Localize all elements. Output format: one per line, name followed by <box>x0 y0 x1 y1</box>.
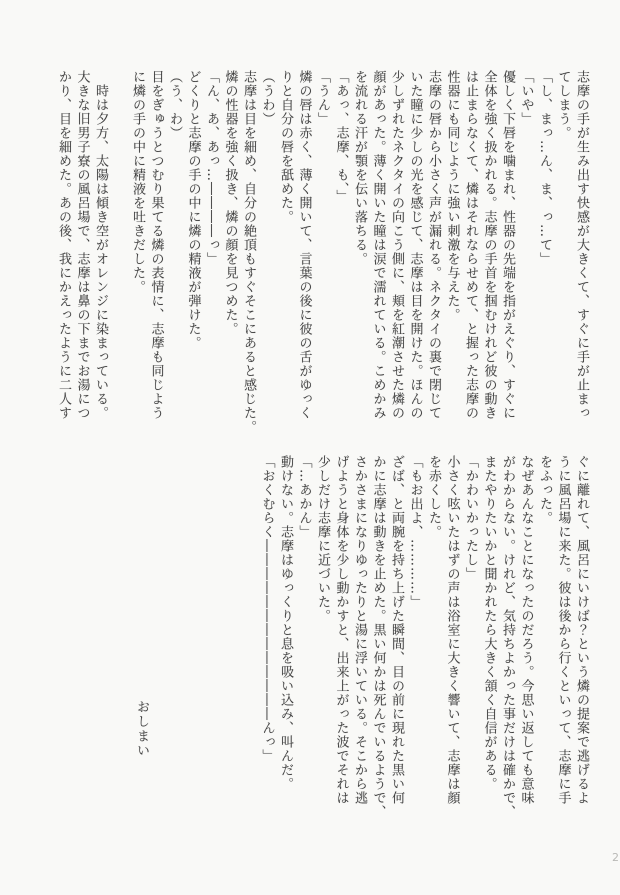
text-line: 「し、まっ…ん、ま、っ…て」 <box>537 70 552 266</box>
text-line: 「いや」 <box>518 70 534 126</box>
text-line: 燐の性器を強く扱き、燐の顔を見つめた。 <box>222 70 238 336</box>
story-end-mark: おしまい <box>134 700 149 758</box>
text-line: なぜあんなことになったのだろう。今思い返しても意味 <box>518 455 534 805</box>
text-line: 全体を強く扱かれる。志摩の手首を掴むけれど彼の動き <box>481 70 497 420</box>
text-line: を流れる汗が顎を伝い落ちる。 <box>352 70 367 266</box>
text-line: 燐の唇は赤く、薄く開いて、言葉の後に彼の舌がゆっく <box>296 70 312 420</box>
text-line: 小さく呟いたはずの声は浴室に大きく響いて、志摩は顔 <box>444 455 460 805</box>
text-line: ぐに離れて、風呂にいけば？という燐の提案で逃げるよ <box>574 455 589 805</box>
text-line: 志摩の手が生み出す快感が大きくて、すぐに手が止まっ <box>574 70 589 420</box>
text-line: またやりたいかと聞かれたら大きく頷く自信がある。 <box>481 455 497 791</box>
upper-text-block <box>54 70 591 434</box>
text-line <box>109 70 128 422</box>
text-line: 「おくむらく―――――――――――――んっ」 <box>259 455 275 763</box>
text-line: 「もお出よ、…………」 <box>407 455 423 609</box>
text-line: 「うん」 <box>315 70 330 126</box>
text-line: 少しだけ志摩に近づいた。 <box>315 455 330 623</box>
text-line: 性器にも同じように強い刺激を与えた。 <box>444 70 460 322</box>
text-line: （うわ） <box>259 70 275 126</box>
text-line: ざば、と両腕を持ち上げた瞬間、目の前に現れた黒い何 <box>389 455 404 805</box>
text-line: 目をぎゅうとつむり果てる燐の表情に、志摩も同じよう <box>148 70 164 420</box>
text-line: 顔があった。薄く開いた瞳は涙で濡れている。こめかみ <box>370 70 386 420</box>
text-line: を赤くした。 <box>426 455 441 539</box>
text-line: 大きな旧男子寮の風呂場で、志摩は鼻の下までお湯につ <box>74 70 90 420</box>
text-line: かに志摩は動きを止めた。黒い何かは死んでいるようで、 <box>370 455 386 819</box>
text-line: に燐の手の中に精液を吐きだした。 <box>130 70 145 294</box>
text-line: 「かわいかったし」 <box>463 455 478 581</box>
text-line: 少しずれたネクタイの向こう側に、頬を紅潮させた燐の <box>389 70 404 420</box>
text-line: どくりと志摩の手の中に燐の精液が弾けた。 <box>185 70 201 350</box>
text-line: いた瞳に少しの光を感じて、志摩は目を開けた。ほんの <box>407 70 423 420</box>
text-line: 「ん、あ、あっ…――――っ」 <box>204 70 219 266</box>
text-line: 「…あかん」 <box>296 455 312 539</box>
text-line: かり、目を細めた。あの後、我にかえったように二人す <box>56 70 71 420</box>
text-line: をふった。 <box>537 455 552 525</box>
text-line: うに風呂場に来た。彼は後から行くといって、志摩に手 <box>555 455 571 805</box>
text-line: がわからない。けれど、気持ちよかった事だけは確かで、 <box>500 455 515 819</box>
text-line: は止まらなくて、燐はそれならせめて、と握った志摩の <box>463 70 478 420</box>
text-line: 優しく下唇を噛まれ、性器の先端を指がえぐり、すぐに <box>500 70 515 420</box>
text-line: 動けない。志摩はゆっくりと息を吸い込み、叫んだ。 <box>278 455 293 791</box>
text-line: さかさまになりゆったりと湯に浮いている。そこから逃 <box>352 455 367 805</box>
text-line: てしまう。 <box>555 70 571 140</box>
lower-text-block <box>257 455 590 819</box>
text-line: （う、わ） <box>167 70 182 140</box>
page-number: 2 <box>612 851 619 864</box>
text-line: りと自分の唇を舐めた。 <box>278 70 293 224</box>
text-line: げようと身体を少し動かすと、出来上がった波でそれは <box>333 455 349 805</box>
text-line: 志摩の唇から小さく声が漏れる。ネクタイの裏で閉じて <box>426 70 441 420</box>
text-line: 志摩は目を細め、自分の絶頂もすぐそこにあると感じた。 <box>241 70 256 434</box>
text-line: 「あっ、志摩、も、」 <box>333 70 349 204</box>
text-line: 時は夕方、太陽は傾き空がオレンジに染まっている。 <box>93 70 108 420</box>
